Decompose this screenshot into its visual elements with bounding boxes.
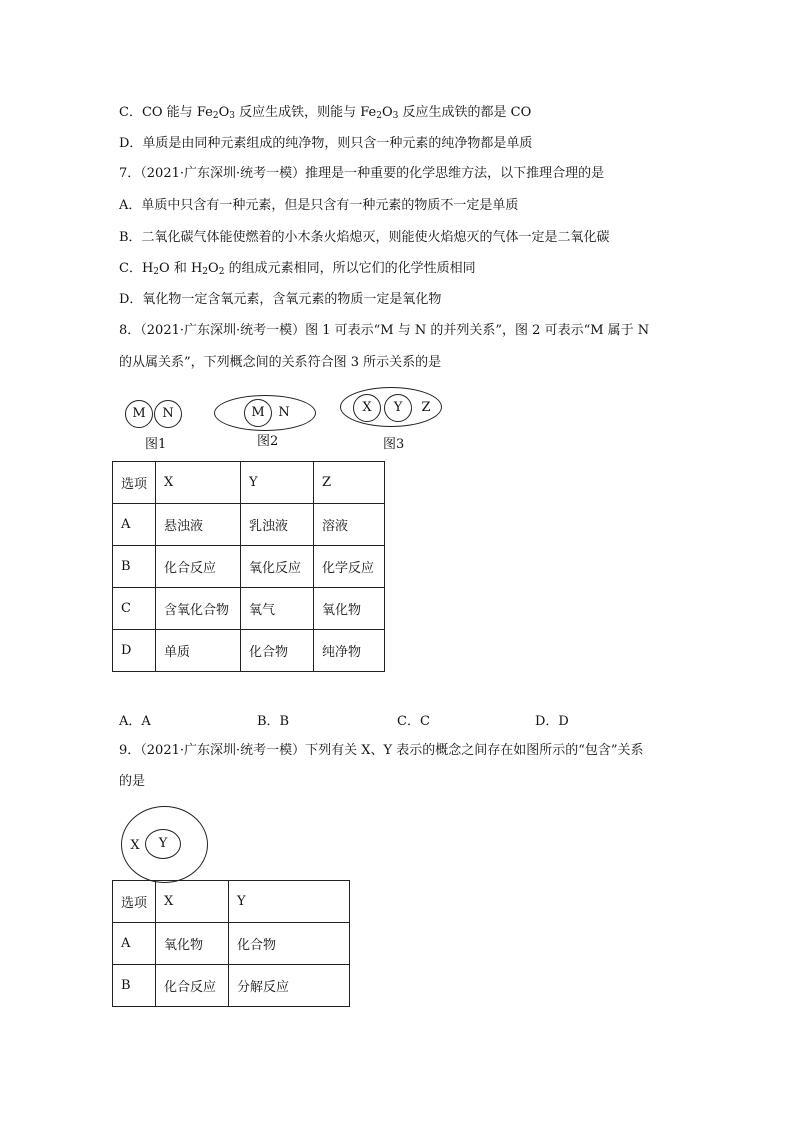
- table-cell: D: [113, 630, 156, 672]
- figure-3-caption: 图3: [383, 437, 405, 452]
- q9-stem-line2: 的是: [119, 774, 146, 789]
- q8-stem-line2: 的从属关系”，下列概念间的关系符合图 3 所示关系的是: [119, 355, 442, 370]
- q7-option-d: D．氧化物一定含氧元素，含氧元素的物质一定是氧化物: [119, 292, 442, 307]
- q8-stem-line1: 8．（2021·广东深圳·统考一模）图 1 可表示“M 与 N 的并列关系”，图 2 可表示“M 属于 N: [119, 323, 650, 338]
- table-cell: 纯净物: [314, 630, 385, 672]
- q6-option-d: D．单质是由同种元素组成的纯净物，则只含一种元素的纯净物都是单质: [119, 136, 533, 151]
- table-row: [113, 546, 385, 588]
- table-cell: 单质: [156, 630, 241, 672]
- label-z: Z: [421, 400, 431, 415]
- label-x: X: [130, 838, 140, 853]
- table-cell: 乳浊液: [241, 504, 314, 546]
- table-cell: Y: [229, 881, 350, 923]
- label-n: N: [278, 405, 290, 420]
- table-cell: A: [113, 504, 156, 546]
- table-header-row: [113, 881, 350, 923]
- table-cell: X: [156, 462, 241, 504]
- table-cell: 化合物: [229, 923, 350, 965]
- table-row: [113, 923, 350, 965]
- q9-stem-line1: 9．（2021·广东深圳·统考一模）下列有关 X、Y 表示的概念之间存在如图所示的“包含”关系: [119, 743, 644, 758]
- table-row: [113, 504, 385, 546]
- table-cell: 含氧化合物: [156, 588, 241, 630]
- table-cell: 氧化反应: [241, 546, 314, 588]
- table-cell: C: [113, 588, 156, 630]
- table-row: [113, 965, 350, 1007]
- figure-2-caption: 图2: [257, 434, 279, 449]
- table-cell: 选项: [113, 462, 156, 504]
- label-m: M: [251, 405, 265, 420]
- table-cell: B: [113, 965, 156, 1007]
- q7-option-c: C．$H_2O$ 和 $H_2O_2$ 的组成元素相同，所以它们的化学性质相同: [119, 261, 476, 277]
- q8-answer-d[interactable]: D．D: [535, 714, 569, 729]
- table-cell: 悬浊液: [156, 504, 241, 546]
- table-row: [113, 630, 385, 672]
- label-m: M: [132, 406, 146, 421]
- q6-option-c: C．CO 能与 $Fe_2O_3$ 反应生成铁，则能与 $Fe_2O_3$ 反应生成铁的都是 CO: [119, 105, 532, 121]
- table-cell: 溶液: [314, 504, 385, 546]
- label-n: N: [162, 406, 174, 421]
- table-cell: 化合反应: [156, 546, 241, 588]
- table-cell: 化合物: [241, 630, 314, 672]
- table-cell: Y: [241, 462, 314, 504]
- table-cell: B: [113, 546, 156, 588]
- label-x: X: [362, 400, 372, 415]
- q8-answer-a[interactable]: A．A: [119, 714, 151, 729]
- q8-options-table: [112, 461, 385, 672]
- table-cell: 分解反应: [229, 965, 350, 1007]
- q7-option-a: A．单质中只含有一种元素，但是只含有一种元素的物质不一定是单质: [119, 198, 519, 213]
- q9-options-table: [112, 880, 350, 1007]
- table-cell: Z: [314, 462, 385, 504]
- table-row: [113, 588, 385, 630]
- table-cell: 氧化物: [314, 588, 385, 630]
- table-cell: 氧化物: [156, 923, 229, 965]
- q8-answer-c[interactable]: C．C: [397, 714, 430, 729]
- table-cell: X: [156, 881, 229, 923]
- table-cell: A: [113, 923, 156, 965]
- q7-stem: 7．（2021·广东深圳·统考一模）推理是一种重要的化学思维方法，以下推理合理的是: [119, 166, 605, 181]
- label-y: Y: [393, 400, 403, 415]
- table-cell: 化学反应: [314, 546, 385, 588]
- table-cell: 氧气: [241, 588, 314, 630]
- label-y: Y: [158, 836, 168, 851]
- table-header-row: [113, 462, 385, 504]
- q7-option-b: B．二氧化碳气体能使燃着的小木条火焰熄灭，则能使火焰熄灭的气体一定是二氧化碳: [119, 230, 610, 245]
- q8-answer-b[interactable]: B．B: [257, 714, 290, 729]
- figure-1-caption: 图1: [145, 437, 167, 452]
- table-cell: 选项: [113, 881, 156, 923]
- table-cell: 化合反应: [156, 965, 229, 1007]
